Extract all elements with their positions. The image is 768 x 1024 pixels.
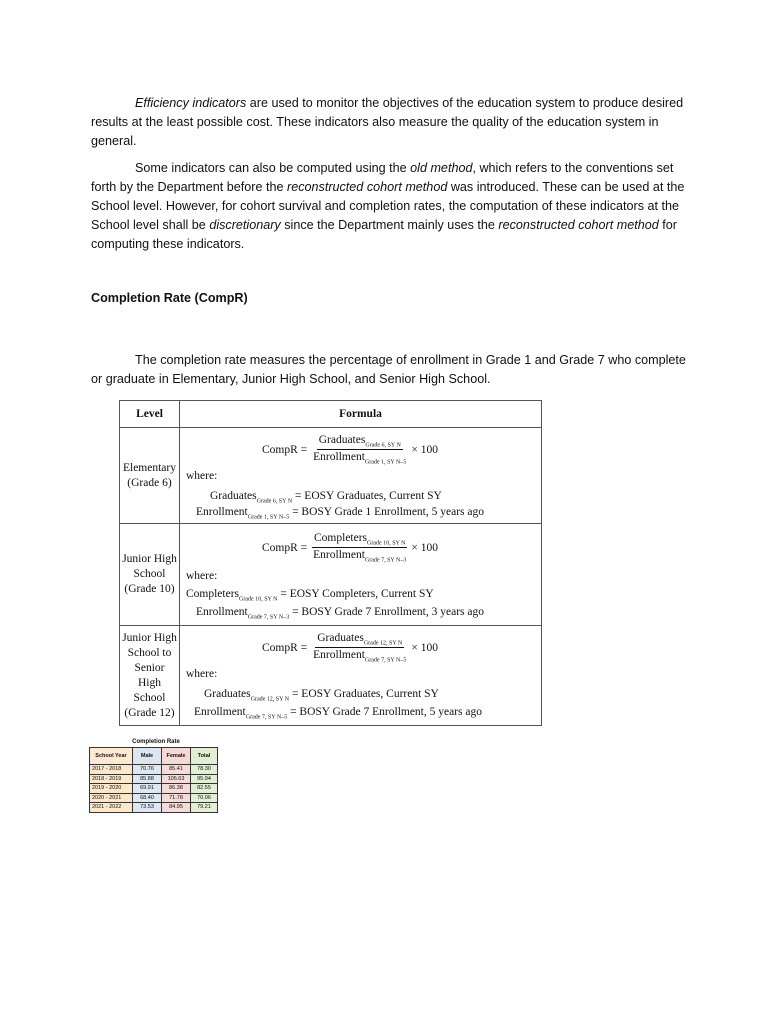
formula-equation	[262, 434, 438, 466]
numerator-term: Graduates	[317, 632, 364, 644]
cell-total: 82.55	[191, 784, 218, 794]
formula-row-elementary	[120, 428, 542, 524]
emphasis-efficiency-indicators: Efficiency indicators	[135, 96, 247, 110]
definition-term: Enrollment	[196, 606, 248, 618]
cell-total: 79.21	[191, 803, 218, 813]
emphasis-old-method: old method	[410, 161, 473, 175]
where-label: where:	[186, 668, 218, 680]
formula-table	[119, 400, 542, 726]
definition-term: Completers	[186, 588, 240, 600]
paragraph-text: since the Department mainly uses the	[280, 218, 499, 232]
formula-multiplier: × 100	[411, 641, 438, 654]
denominator-term: Enrollment	[313, 451, 365, 464]
cell-female: 105.63	[162, 774, 191, 784]
formula-row-senior-high	[120, 626, 542, 726]
cell-school-year: 2021 - 2022	[90, 803, 133, 813]
definition-line	[186, 588, 434, 602]
paragraph-efficiency-indicators	[91, 94, 691, 151]
table-row	[90, 793, 218, 803]
formula-numerator	[315, 632, 404, 648]
definition-line	[196, 506, 484, 520]
level-cell: Junior High School to Senior High School (Grade 12)	[120, 626, 180, 726]
table-row	[90, 803, 218, 813]
cell-total: 95.94	[191, 774, 218, 784]
definition-subscript: Grade 7, SY N–3	[247, 614, 290, 621]
definition-subscript: Grade 10, SY N	[239, 596, 278, 603]
emphasis-discretionary: discretionary	[209, 218, 281, 232]
definition-text: = EOSY Completers, Current SY	[277, 588, 434, 600]
where-label: where:	[186, 470, 218, 482]
formula-fraction	[311, 434, 408, 466]
denominator-subscript: Grade 1, SY N–5	[364, 459, 407, 466]
cell-female: 85.41	[162, 765, 191, 775]
table-row	[90, 765, 218, 775]
completion-table-header-row	[90, 748, 218, 765]
definition-line	[196, 606, 484, 620]
denominator-term: Enrollment	[313, 649, 365, 662]
definition-term: Enrollment	[196, 506, 248, 518]
cell-school-year: 2018 - 2019	[90, 774, 133, 784]
cell-female: 86.38	[162, 784, 191, 794]
numerator-term: Completers	[314, 532, 368, 544]
cell-male: 68.40	[133, 793, 162, 803]
formula-numerator	[317, 434, 403, 450]
formula-cell	[180, 428, 542, 524]
cell-school-year: 2017 - 2018	[90, 765, 133, 775]
definition-text: = BOSY Grade 7 Enrollment, 3 years ago	[289, 606, 484, 618]
definition-subscript: Grade 6, SY N	[256, 498, 293, 505]
formula-equation	[262, 532, 438, 564]
formula-row-junior-high	[120, 524, 542, 626]
cell-male: 85.88	[133, 774, 162, 784]
numerator-subscript: Grade 12, SY N	[363, 640, 403, 647]
definition-line	[194, 706, 482, 720]
numerator-subscript: Grade 6, SY N	[365, 442, 401, 449]
denominator-subscript: Grade 7, SY N–3	[364, 557, 407, 564]
header-male: Male	[133, 748, 162, 765]
paragraph-old-method	[91, 159, 691, 254]
formula-multiplier: × 100	[411, 541, 438, 554]
definition-term: Enrollment	[194, 706, 246, 718]
paragraph-text: , which refers to the conventions set forth by the Department before the	[91, 161, 674, 194]
cell-male: 73.53	[133, 803, 162, 813]
cell-male: 70.76	[133, 765, 162, 775]
denominator-term: Enrollment	[313, 549, 365, 562]
definition-subscript: Grade 7, SY N–5	[245, 714, 288, 721]
paragraph-completion-rate	[91, 351, 691, 389]
definition-text: = EOSY Graduates, Current SY	[289, 688, 439, 700]
cell-male: 69.91	[133, 784, 162, 794]
section-heading: Completion Rate (CompR)	[91, 291, 248, 305]
cell-school-year: 2020 - 2021	[90, 793, 133, 803]
definition-text: = BOSY Grade 7 Enrollment, 5 years ago	[287, 706, 482, 718]
emphasis-reconstructed-cohort-method: reconstructed cohort method	[498, 218, 659, 232]
paragraph-text: The completion rate measures the percentage of enrollment in Grade 1 and Grade 7 who complete or graduate in Elementary, Junior High School, and Senior High School.	[91, 353, 686, 386]
paragraph-text: for computing these indicators.	[91, 218, 677, 251]
header-total: Total	[191, 748, 218, 765]
definition-line	[210, 490, 442, 504]
formula-fraction	[311, 632, 408, 664]
table-row	[90, 774, 218, 784]
formula-lhs: CompR =	[262, 641, 308, 654]
formula-denominator	[311, 450, 408, 465]
cell-total: 78.30	[191, 765, 218, 775]
paragraph-text: Some indicators can also be computed using the	[135, 161, 411, 175]
completion-rate-table-title: Completion Rate	[132, 739, 180, 745]
cell-school-year: 2019 - 2020	[90, 784, 133, 794]
formula-table-header-formula: Formula	[180, 401, 542, 428]
formula-multiplier: × 100	[411, 443, 438, 456]
emphasis-reconstructed-cohort-method: reconstructed cohort method	[287, 180, 448, 194]
definition-term: Graduates	[210, 490, 257, 502]
formula-cell	[180, 524, 542, 626]
definition-subscript: Grade 12, SY N	[250, 696, 290, 703]
definition-subscript: Grade 1, SY N–5	[247, 514, 290, 521]
paragraph-text: are used to monitor the objectives of the education system to produce desired results at the least possible cost. These indicators also measure the quality of the education system in general.	[91, 96, 684, 148]
formula-cell	[180, 626, 542, 726]
numerator-subscript: Grade 10, SY N	[367, 540, 406, 547]
formula-table-header-level: Level	[120, 401, 180, 428]
header-school-year: School Year	[90, 748, 133, 765]
definition-text: = BOSY Grade 1 Enrollment, 5 years ago	[289, 506, 484, 518]
formula-equation	[262, 632, 438, 664]
cell-total: 70.06	[191, 793, 218, 803]
definition-line	[204, 688, 439, 702]
formula-numerator	[312, 532, 407, 548]
completion-rate-table	[89, 747, 218, 813]
formula-denominator	[311, 548, 408, 563]
level-cell: Junior High School (Grade 10)	[120, 524, 180, 626]
formula-lhs: CompR =	[262, 443, 308, 456]
formula-denominator	[311, 648, 408, 663]
denominator-subscript: Grade 7, SY N–5	[364, 657, 407, 664]
level-cell: Elementary (Grade 6)	[120, 428, 180, 524]
numerator-term: Graduates	[318, 434, 366, 446]
definition-text: = EOSY Graduates, Current SY	[292, 490, 442, 502]
formula-fraction	[311, 532, 408, 564]
cell-female: 84.95	[162, 803, 191, 813]
definition-term: Graduates	[204, 688, 251, 700]
header-female: Female	[162, 748, 191, 765]
table-row	[90, 784, 218, 794]
paragraph-text: was introduced. These can be used at the School level. However, for cohort survival and completion rates, the computation of these indicators at the School level shall be	[91, 180, 685, 232]
cell-female: 71.78	[162, 793, 191, 803]
where-label: where:	[186, 570, 218, 582]
formula-lhs: CompR =	[262, 541, 308, 554]
